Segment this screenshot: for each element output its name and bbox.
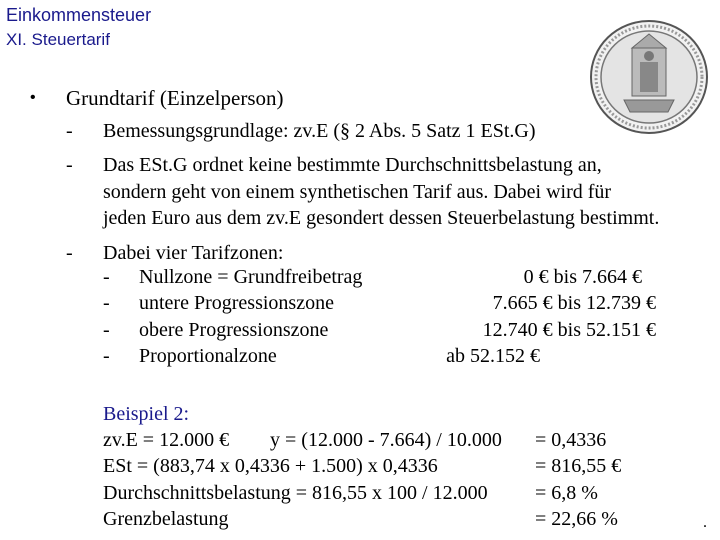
zone-range: 12.740 € bis 52.151 €	[482, 319, 656, 341]
zone-name: Nullzone = Grundfreibetrag	[139, 266, 363, 288]
dash-marker: -	[103, 292, 110, 314]
point-line: Das ESt.G ordnet keine bestimmte Durchschnittsbelastung an,	[103, 154, 602, 176]
example-line: ESt = (883,74 x 0,4336 + 1.500) x 0,4336	[103, 455, 438, 477]
point-line: sondern geht von einem synthetischen Tarif aus. Dabei wird für	[103, 181, 612, 203]
zone-name: untere Progressionszone	[139, 292, 334, 314]
example-result: = 6,8 %	[535, 482, 598, 504]
example-formula: y = (12.000 - 7.664) / 10.000	[270, 429, 502, 451]
example-line: Grenzbelastung	[103, 508, 229, 530]
zone-name: obere Progressionszone	[139, 319, 329, 341]
page-title: Einkommensteuer	[6, 5, 152, 25]
example-line: zv.E = 12.000 €	[103, 429, 230, 451]
dash-marker: -	[103, 266, 110, 288]
zone-range: 0 € bis 7.664 €	[523, 266, 642, 288]
example-result: = 0,4336	[535, 429, 607, 451]
example-result: = 22,66 %	[535, 508, 618, 530]
page-subtitle: XI. Steuertarif	[6, 30, 110, 49]
example-title: Beispiel 2:	[103, 403, 190, 425]
dash-marker: -	[66, 242, 73, 264]
dash-marker: -	[103, 319, 110, 341]
zone-range: ab 52.152 €	[446, 345, 540, 367]
dash-marker: -	[66, 154, 73, 176]
dash-marker: -	[66, 120, 73, 142]
bullet-icon: •	[30, 89, 36, 106]
point-line: jeden Euro aus dem zv.E gesondert dessen Steuerbelastung bestimmt.	[103, 207, 660, 229]
example-result: = 816,55 €	[535, 455, 622, 477]
zone-range: 7.665 € bis 12.739 €	[492, 292, 656, 314]
example-line: Durchschnittsbelastung = 816,55 x 100 / 12.000	[103, 482, 488, 504]
footer-mark: .	[703, 514, 707, 531]
section-heading: Grundtarif (Einzelperson)	[66, 86, 284, 110]
dash-marker: -	[103, 345, 110, 367]
point-bemessung: Bemessungsgrundlage: zv.E (§ 2 Abs. 5 Satz 1 ESt.G)	[103, 120, 536, 142]
university-seal-icon	[588, 18, 710, 136]
zone-name: Proportionalzone	[139, 345, 277, 367]
point-tarifzonen: Dabei vier Tarifzonen:	[103, 242, 284, 264]
